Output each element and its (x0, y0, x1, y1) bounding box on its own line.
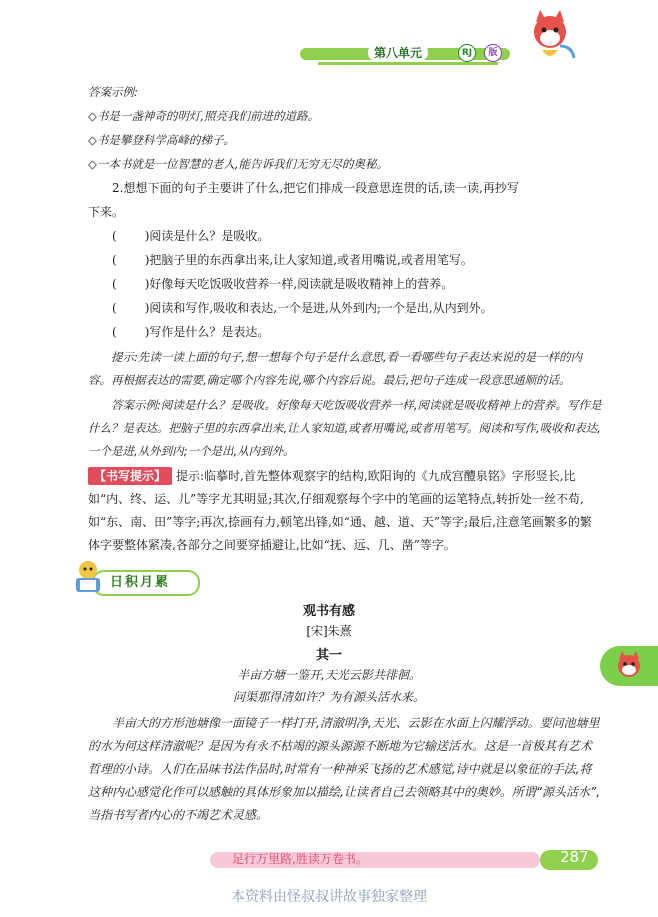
option-row (88, 320, 603, 344)
question-prompt: 2.想想下面的句子主要讲了什么,把它们排成一段意思连贯的话,读一读,再抄写 (112, 181, 519, 195)
poem-title: 观书有感 (302, 604, 355, 619)
poem-author: [宋]朱熹 (306, 624, 352, 638)
edition-badge-ban: 版 (484, 44, 502, 62)
close-paren: ) (144, 253, 150, 267)
page-header (0, 0, 658, 80)
question-prompt-cont: 下来。 (88, 205, 125, 219)
footer-motto: 足行万里路,胜读万卷书。 (232, 852, 368, 866)
option-text: 阅读和写作,吸收和表达,一个是进,从外到内;一个是出,从内到外。 (149, 301, 493, 315)
answer-item: ◇书是攀登科学高峰的梯子。 (88, 133, 235, 147)
fox-face-icon (614, 650, 644, 680)
option-text: 把脑子里的东西拿出来,让人家知道,或者用嘴说,或者用笔写。 (149, 253, 473, 267)
close-paren: ) (144, 277, 150, 291)
option-row (88, 224, 603, 248)
edition-badge-rj: RJ (458, 44, 476, 62)
watermark: 本资料由怪叔叔讲故事独家整理 (231, 889, 427, 905)
option-row (88, 248, 603, 272)
answer-item: ◇书是一盏神奇的明灯,照亮我们前进的道路。 (88, 109, 319, 123)
hint-paragraph: 提示:先读一读上面的句子,想一想每个句子是什么意思,看一看哪些句子表达来说的是一样的内容。再根据表达的需要,确定哪个内容先说,哪个内容后说。最后,把句子连成一段意思通顺的话。 (88, 350, 583, 387)
page-number: 287 (560, 848, 589, 866)
writing-tips-text: 提示:临摹时,首先整体观察字的结构,欧阳询的《九成宫醴泉铭》字形竖长,比如“内、终、运、儿”等字尤其明显;其次,仔细观察每个字中的笔画的运笔特点,转折处一丝不苟,如“东、南、田”等字;再次,捺画有力,顿笔出锋,如“通、越、道、天”等字;最后,注意笔画繁多的繁体字要整体紧凑,各部分之间要穿插避让,比如“抚、远、几、凿”等字。 (88, 469, 592, 552)
close-paren: ) (144, 229, 150, 243)
writing-tips-tag: 【书写提示】 (88, 467, 172, 485)
open-paren: ( (112, 253, 117, 267)
option-row (88, 272, 603, 296)
answer-heading: 答案示例: (88, 85, 138, 99)
answer-paragraph: 答案示例:阅读是什么？是吸收。好像每天吃饭吸收营养一样,阅读就是吸收精神上的营养。写作是什么？是表达。把脑子里的东西拿出来,让人家知道,或者用嘴说,或者用笔写。阅读和写作,吸收和表达,一个是进,从外到内;一个是出,从内到外。 (88, 398, 602, 458)
open-paren: ( (112, 301, 117, 315)
close-paren: ) (144, 301, 150, 315)
reading-child-icon (70, 558, 106, 598)
mascot-fox-icon (520, 6, 580, 66)
open-paren: ( (112, 277, 117, 291)
open-paren: ( (112, 325, 117, 339)
poem-line: 半亩方塘一鉴开,天光云影共徘徊。 (237, 668, 421, 682)
poem-explanation: 半亩大的方形池塘像一面镜子一样打开,清澈明净,天光、云影在水面上闪耀浮动。要问池塘里的水为何这样清澈呢？是因为有永不枯竭的源头源源不断地为它输送活水。这是一首极其有艺术哲理的小诗。人们在品味书法作品时,时常有一种神采飞扬的艺术感觉,诗中就是以象征的手法,将这种内心感觉化作可以感触的具体形象加以描绘,让读者自己去领略其中的奥妙。所谓“源头活水”,当指书写者内心的不竭艺术灵感。 (88, 716, 601, 822)
poem-subtitle: 其一 (315, 648, 342, 663)
writing-tips (88, 465, 603, 557)
poem-line: 问渠那得清如许？为有源头活水来。 (232, 690, 425, 704)
main-content (88, 80, 603, 557)
unit-label: 第八单元 (368, 44, 428, 61)
answer-item: ◇一本书就是一位智慧的老人,能告诉我们无穷无尽的奥秘。 (88, 157, 388, 171)
option-text: 阅读是什么？是吸收。 (149, 229, 270, 243)
section-ribbon (70, 558, 200, 598)
open-paren: ( (112, 229, 117, 243)
header-underline (318, 62, 498, 65)
option-row (88, 296, 603, 320)
close-paren: ) (144, 325, 150, 339)
option-text: 写作是什么？是表达。 (149, 325, 270, 339)
ribbon-text: 日积月累 (110, 575, 171, 590)
option-text: 好像每天吃饭吸收营养一样,阅读就是吸收精神上的营养。 (149, 277, 454, 291)
